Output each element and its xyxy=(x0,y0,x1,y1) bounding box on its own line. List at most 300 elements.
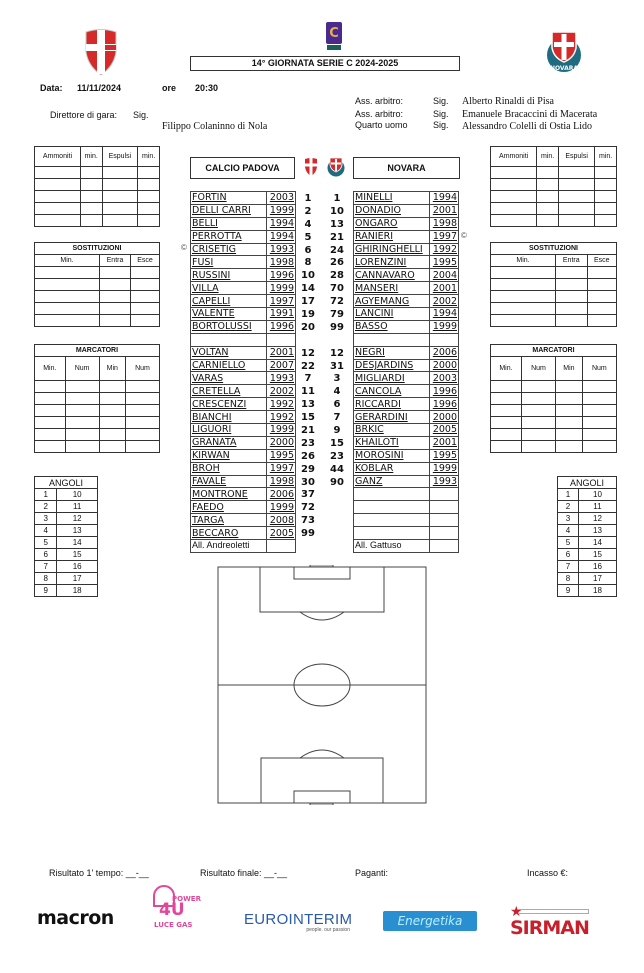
cell[interactable] xyxy=(35,191,81,203)
table-row xyxy=(354,398,459,411)
empty-cell xyxy=(430,514,459,527)
table-row xyxy=(191,398,296,411)
cell[interactable] xyxy=(491,405,522,417)
table-row xyxy=(354,359,459,372)
cell[interactable] xyxy=(126,441,160,453)
table-row xyxy=(191,488,296,501)
player-year: 2005 xyxy=(430,424,459,437)
subs-header-entra: Entra xyxy=(100,255,131,267)
corner-slot[interactable]: 1 xyxy=(35,489,57,501)
coach-name: All. Gattuso xyxy=(354,540,430,553)
final-result[interactable]: Risultato finale: __-__ xyxy=(200,868,288,878)
scorers-header-num: Num xyxy=(521,357,555,381)
shirt-number: 31 xyxy=(330,360,344,372)
cell[interactable] xyxy=(556,441,583,453)
cell[interactable] xyxy=(35,303,100,315)
cell[interactable] xyxy=(556,381,583,393)
player-name: DELLI CARRI xyxy=(191,204,267,217)
corner-slot[interactable]: 7 xyxy=(35,561,57,573)
cell[interactable] xyxy=(80,203,102,215)
player-year: 1995 xyxy=(430,449,459,462)
home-starters-table xyxy=(190,191,296,553)
corner-slot[interactable]: 7 xyxy=(558,561,579,573)
empty-cell xyxy=(430,488,459,501)
player-name: CAPELLI xyxy=(191,295,267,308)
home-team-name: CALCIO PADOVA xyxy=(190,157,295,179)
cell[interactable] xyxy=(100,303,131,315)
corner-slot[interactable]: 18 xyxy=(57,585,98,597)
cell[interactable] xyxy=(65,405,99,417)
table-row xyxy=(354,527,459,540)
cell[interactable] xyxy=(521,381,555,393)
cell[interactable] xyxy=(138,191,160,203)
table-row xyxy=(354,243,459,256)
cell[interactable] xyxy=(80,191,102,203)
player-name: LORENZINI xyxy=(354,256,430,269)
cell[interactable] xyxy=(35,203,81,215)
cell[interactable] xyxy=(587,315,616,327)
player-name: GERARDINI xyxy=(354,411,430,424)
corner-slot[interactable]: 5 xyxy=(35,537,57,549)
cell[interactable] xyxy=(35,291,100,303)
cell[interactable] xyxy=(582,417,616,429)
scorers-header-num2: Num xyxy=(582,357,616,381)
corner-slot[interactable]: 8 xyxy=(35,573,57,585)
cell[interactable] xyxy=(521,417,555,429)
cell[interactable] xyxy=(491,215,537,227)
cell[interactable] xyxy=(80,215,102,227)
corner-slot[interactable]: 12 xyxy=(578,513,616,525)
cell[interactable] xyxy=(131,267,160,279)
player-name: BORTOLUSSI xyxy=(191,320,267,333)
cell[interactable] xyxy=(582,381,616,393)
cell[interactable] xyxy=(582,393,616,405)
corner-slot[interactable]: 2 xyxy=(35,501,57,513)
cell[interactable] xyxy=(35,279,100,291)
cell[interactable] xyxy=(537,215,559,227)
player-year: 2001 xyxy=(430,436,459,449)
cell[interactable] xyxy=(35,381,66,393)
shirt-number: 4 xyxy=(304,218,312,230)
table-row xyxy=(191,320,296,333)
shirt-number: 22 xyxy=(301,360,315,372)
corner-slot[interactable]: 9 xyxy=(35,585,57,597)
corner-slot[interactable]: 13 xyxy=(57,525,98,537)
cell[interactable] xyxy=(587,303,616,315)
cell[interactable] xyxy=(491,203,537,215)
shirt-number: 37 xyxy=(301,489,315,501)
padova-crest-icon xyxy=(84,28,118,76)
cell[interactable] xyxy=(587,267,616,279)
player-name: DONADIO xyxy=(354,204,430,217)
shirt-number: 24 xyxy=(330,244,344,256)
corner-slot[interactable]: 15 xyxy=(57,549,98,561)
cell[interactable] xyxy=(65,417,99,429)
cell[interactable] xyxy=(556,303,588,315)
player-year: 1993 xyxy=(267,372,296,385)
cell[interactable] xyxy=(126,393,160,405)
corner-slot[interactable]: 15 xyxy=(578,549,616,561)
cell[interactable] xyxy=(100,279,131,291)
cell[interactable] xyxy=(521,441,555,453)
cell[interactable] xyxy=(65,441,99,453)
eurointerim-tagline: people. our passion xyxy=(306,927,350,933)
player-name: VOLTAN xyxy=(191,346,267,359)
cell[interactable] xyxy=(491,279,556,291)
cell[interactable] xyxy=(491,179,537,191)
player-name: MINELLI xyxy=(354,192,430,205)
match-time: 20:30 xyxy=(195,83,219,93)
corner-slot[interactable]: 14 xyxy=(57,537,98,549)
player-name: BIANCHI xyxy=(191,411,267,424)
cell[interactable] xyxy=(65,393,99,405)
cell[interactable] xyxy=(556,315,588,327)
table-row xyxy=(191,217,296,230)
corner-slot[interactable]: 11 xyxy=(578,501,616,513)
cell[interactable] xyxy=(80,179,102,191)
table-row xyxy=(191,501,296,514)
cell[interactable] xyxy=(100,267,131,279)
away-subs-table xyxy=(490,242,617,327)
table-row xyxy=(191,527,296,540)
empty-cell xyxy=(430,527,459,540)
away-corners-table xyxy=(557,476,617,597)
shirt-number: 72 xyxy=(330,296,344,308)
cell[interactable] xyxy=(99,441,125,453)
player-year: 1998 xyxy=(267,256,296,269)
cell[interactable] xyxy=(537,167,559,179)
player-year: 1998 xyxy=(430,217,459,230)
corner-slot[interactable]: 6 xyxy=(558,549,579,561)
table-row xyxy=(191,282,296,295)
serie-c-logo-icon xyxy=(326,22,342,50)
home-cards-table xyxy=(34,146,160,227)
cell[interactable] xyxy=(559,167,595,179)
shirt-number: 70 xyxy=(330,283,344,295)
player-name: MIGLIARDI xyxy=(354,372,430,385)
cell[interactable] xyxy=(126,405,160,417)
player-name: VALENTE xyxy=(191,308,267,321)
corner-slot[interactable]: 17 xyxy=(578,573,616,585)
cell[interactable] xyxy=(582,429,616,441)
shirt-number: 15 xyxy=(330,437,344,449)
table-row xyxy=(191,346,296,359)
cell[interactable] xyxy=(99,429,125,441)
cell[interactable] xyxy=(587,291,616,303)
coach-name: All. Andreoletti xyxy=(191,540,267,553)
cell[interactable] xyxy=(521,405,555,417)
cell[interactable] xyxy=(556,429,583,441)
cell[interactable] xyxy=(131,279,160,291)
table-row xyxy=(354,346,459,359)
cell[interactable] xyxy=(102,215,138,227)
empty-cell xyxy=(430,540,459,553)
cell[interactable] xyxy=(99,417,125,429)
away-captain-icon: © xyxy=(461,231,467,240)
date-label: Data: xyxy=(40,83,63,93)
football-pitch-diagram xyxy=(216,565,428,805)
cell[interactable] xyxy=(537,179,559,191)
player-name: GRANATA xyxy=(191,436,267,449)
player-year: 1995 xyxy=(430,256,459,269)
cell[interactable] xyxy=(491,429,522,441)
official-role-2: Ass. arbitro: xyxy=(355,109,404,119)
cell[interactable] xyxy=(102,167,138,179)
cell[interactable] xyxy=(491,267,556,279)
cell[interactable] xyxy=(595,203,617,215)
shirt-number: 12 xyxy=(330,347,344,359)
player-name: LIGUORI xyxy=(191,424,267,437)
cell[interactable] xyxy=(100,315,131,327)
cell[interactable] xyxy=(559,215,595,227)
corner-slot[interactable]: 14 xyxy=(578,537,616,549)
cell[interactable] xyxy=(65,429,99,441)
half-time-result[interactable]: Risultato 1' tempo: __-__ xyxy=(49,868,149,878)
corner-slot[interactable]: 4 xyxy=(558,525,579,537)
table-row xyxy=(191,475,296,488)
cell[interactable] xyxy=(102,179,138,191)
cell[interactable] xyxy=(35,441,66,453)
home-scorers-table xyxy=(34,344,160,453)
cell[interactable] xyxy=(582,405,616,417)
empty-cell xyxy=(430,501,459,514)
takings[interactable]: Incasso €: xyxy=(527,868,569,878)
paying-spectators[interactable]: Paganti: xyxy=(355,868,389,878)
corner-slot[interactable]: 11 xyxy=(57,501,98,513)
power4u-logo xyxy=(150,884,201,932)
power4u-bottom: LUCE GAS xyxy=(154,921,193,929)
cell[interactable] xyxy=(559,191,595,203)
cell[interactable] xyxy=(138,203,160,215)
away-cards-table xyxy=(490,146,617,227)
player-year: 1993 xyxy=(267,243,296,256)
cell[interactable] xyxy=(491,291,556,303)
cell[interactable] xyxy=(491,303,556,315)
corner-slot[interactable]: 9 xyxy=(558,585,579,597)
cell[interactable] xyxy=(99,393,125,405)
cell[interactable] xyxy=(491,315,556,327)
cards-header-espulsi: Espulsi xyxy=(102,147,138,167)
cell[interactable] xyxy=(35,315,100,327)
corner-slot[interactable]: 4 xyxy=(35,525,57,537)
cell[interactable] xyxy=(35,429,66,441)
table-row xyxy=(354,269,459,282)
cell[interactable] xyxy=(556,417,583,429)
official-name-2: Emanuele Bracaccini di Macerata xyxy=(462,109,598,120)
cell[interactable] xyxy=(537,191,559,203)
corner-slot[interactable]: 16 xyxy=(57,561,98,573)
cell[interactable] xyxy=(595,191,617,203)
cell[interactable] xyxy=(521,393,555,405)
away-team-name: NOVARA xyxy=(353,157,460,179)
cell[interactable] xyxy=(138,215,160,227)
player-year: 2003 xyxy=(430,372,459,385)
shirt-number: 8 xyxy=(304,257,312,269)
player-name: PERROTTA xyxy=(191,230,267,243)
cell[interactable] xyxy=(559,179,595,191)
player-year: 1999 xyxy=(267,424,296,437)
table-row xyxy=(191,269,296,282)
cards-header-min: min. xyxy=(537,147,559,167)
cell[interactable] xyxy=(35,179,81,191)
cell[interactable] xyxy=(556,291,588,303)
player-year: 1996 xyxy=(267,269,296,282)
cell[interactable] xyxy=(80,167,102,179)
player-name: CANCOLA xyxy=(354,385,430,398)
shirt-number: 21 xyxy=(301,425,315,437)
referee-sig: Sig. xyxy=(133,110,149,120)
cards-header-min2: min. xyxy=(138,147,160,167)
scorers-header-min2: Min xyxy=(556,357,583,381)
cell[interactable] xyxy=(35,267,100,279)
cell[interactable] xyxy=(491,191,537,203)
subs-title: SOSTITUZIONI xyxy=(35,243,160,255)
cards-header-min2: min. xyxy=(595,147,617,167)
cell[interactable] xyxy=(491,417,522,429)
cell[interactable] xyxy=(65,381,99,393)
corner-slot[interactable]: 1 xyxy=(558,489,579,501)
cell[interactable] xyxy=(35,167,81,179)
cell[interactable] xyxy=(559,203,595,215)
scorers-header-min: Min. xyxy=(35,357,66,381)
player-name: MANSERI xyxy=(354,282,430,295)
cell[interactable] xyxy=(582,441,616,453)
corner-slot[interactable]: 13 xyxy=(578,525,616,537)
table-row xyxy=(191,436,296,449)
referee-label: Direttore di gara: xyxy=(50,110,118,120)
cell[interactable] xyxy=(99,405,125,417)
cell[interactable] xyxy=(126,417,160,429)
cell[interactable] xyxy=(556,267,588,279)
cell[interactable] xyxy=(102,191,138,203)
corner-slot[interactable]: 12 xyxy=(57,513,98,525)
corner-slot[interactable]: 2 xyxy=(558,501,579,513)
player-name: BROH xyxy=(191,462,267,475)
corner-slot[interactable]: 3 xyxy=(558,513,579,525)
cell[interactable] xyxy=(491,393,522,405)
empty-cell xyxy=(354,501,430,514)
padova-small-crest-icon xyxy=(304,157,318,177)
cell[interactable] xyxy=(138,179,160,191)
table-row xyxy=(191,540,296,553)
cell[interactable] xyxy=(100,291,131,303)
table-row xyxy=(354,462,459,475)
shirt-number: 17 xyxy=(301,296,315,308)
shirt-number: 79 xyxy=(330,309,344,321)
player-name: BELLI xyxy=(191,217,267,230)
official-name-3: Alessandro Colelli di Ostia Lido xyxy=(462,121,592,132)
player-year: 2008 xyxy=(267,514,296,527)
table-row xyxy=(354,372,459,385)
empty-cell xyxy=(267,540,296,553)
cell[interactable] xyxy=(595,179,617,191)
corner-slot[interactable]: 17 xyxy=(57,573,98,585)
table-row xyxy=(191,372,296,385)
shirt-number: 23 xyxy=(301,437,315,449)
player-name: CRISETIG xyxy=(191,243,267,256)
official-sig-3: Sig. xyxy=(433,120,449,130)
corner-slot[interactable]: 8 xyxy=(558,573,579,585)
corners-title: ANGOLI xyxy=(35,477,98,489)
corner-slot[interactable]: 16 xyxy=(578,561,616,573)
corner-slot[interactable]: 10 xyxy=(578,489,616,501)
player-year: 1999 xyxy=(267,501,296,514)
player-name: ONGARO xyxy=(354,217,430,230)
cell[interactable] xyxy=(138,167,160,179)
player-name: MONTRONE xyxy=(191,488,267,501)
corner-slot[interactable]: 10 xyxy=(57,489,98,501)
power4u-top: POWER xyxy=(172,895,201,903)
shirt-number: 21 xyxy=(330,231,344,243)
player-name: KHAILOTI xyxy=(354,436,430,449)
cell[interactable] xyxy=(556,405,583,417)
cell[interactable] xyxy=(35,215,81,227)
cell[interactable] xyxy=(126,381,160,393)
macron-logo: macron xyxy=(37,907,114,929)
corner-slot[interactable]: 3 xyxy=(35,513,57,525)
player-name: NEGRI xyxy=(354,346,430,359)
corner-slot[interactable]: 5 xyxy=(558,537,579,549)
cell[interactable] xyxy=(556,393,583,405)
cell[interactable] xyxy=(35,417,66,429)
cell[interactable] xyxy=(537,203,559,215)
away-numbers-starters xyxy=(326,192,348,488)
player-year: 1997 xyxy=(430,230,459,243)
cell[interactable] xyxy=(35,405,66,417)
cell[interactable] xyxy=(556,279,588,291)
shirt-number: 23 xyxy=(330,450,344,462)
table-row xyxy=(191,256,296,269)
table-row xyxy=(191,204,296,217)
cards-header-ammoniti: Ammoniti xyxy=(491,147,537,167)
player-year: 1994 xyxy=(430,192,459,205)
cell[interactable] xyxy=(131,315,160,327)
shirt-number: 72 xyxy=(301,502,315,514)
corner-slot[interactable]: 18 xyxy=(578,585,616,597)
cell[interactable] xyxy=(595,167,617,179)
player-name: FUSI xyxy=(191,256,267,269)
subs-title: SOSTITUZIONI xyxy=(491,243,617,255)
player-year: 1992 xyxy=(267,398,296,411)
novara-crest-icon xyxy=(546,28,582,74)
cell[interactable] xyxy=(99,381,125,393)
referee-name: Filippo Colaninno di Nola xyxy=(162,121,268,132)
cell[interactable] xyxy=(521,429,555,441)
shirt-number: 5 xyxy=(304,231,312,243)
player-name: VARAS xyxy=(191,372,267,385)
player-name: RICCARDI xyxy=(354,398,430,411)
cell[interactable] xyxy=(491,167,537,179)
cell[interactable] xyxy=(126,429,160,441)
cell[interactable] xyxy=(491,441,522,453)
player-year: 1997 xyxy=(267,462,296,475)
cell[interactable] xyxy=(131,303,160,315)
shirt-number: 20 xyxy=(301,321,315,333)
cell[interactable] xyxy=(35,393,66,405)
table-row xyxy=(354,449,459,462)
cell[interactable] xyxy=(102,203,138,215)
shirt-number: 19 xyxy=(301,309,315,321)
star-icon: ★ xyxy=(510,903,523,919)
corner-slot[interactable]: 6 xyxy=(35,549,57,561)
cell[interactable] xyxy=(491,381,522,393)
cell[interactable] xyxy=(587,279,616,291)
cell[interactable] xyxy=(131,291,160,303)
official-name-1: Alberto Rinaldi di Pisa xyxy=(462,96,554,107)
table-row xyxy=(354,424,459,437)
shirt-number: 29 xyxy=(301,463,315,475)
cell[interactable] xyxy=(595,215,617,227)
